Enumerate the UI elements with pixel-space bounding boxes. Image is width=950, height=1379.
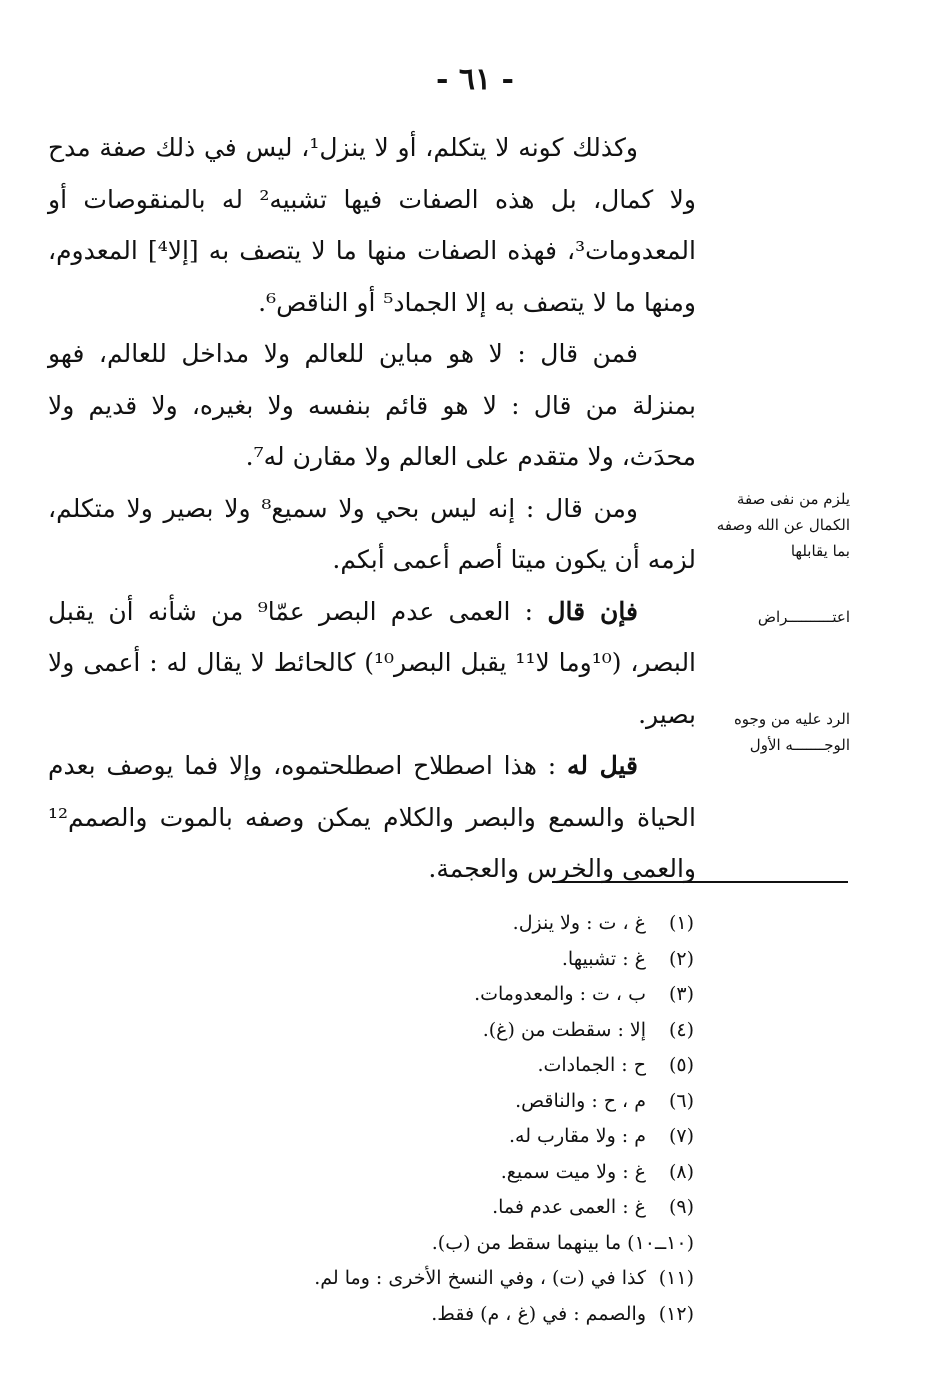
- reply-lead: قيل له: [566, 751, 639, 780]
- margin-note-3: الرد عليه من وجوه الوجـــــــه الأول: [733, 710, 850, 754]
- paragraph-2: فمن قال : لا هو مباين للعالم ولا مداخل للعالم، فهو بمنزلة من قال : لا هو قائم بنفسه ولا بغيره، ولا قديم ولا محدَث، ولا متقدم على العالم ولا مقارن له⁷.: [48, 339, 696, 471]
- footnote: [200, 942, 694, 978]
- footnote: [200, 906, 694, 942]
- footnote-text: كذا في (ت) ، وفي النسخ الأخرى : وما لم.: [314, 1267, 646, 1289]
- margin-note-1: يلزم من نفى صفة الكمال عن الله وصفه بما يقابلها: [716, 490, 850, 560]
- footnote-number: (١١): [658, 1267, 694, 1289]
- footnote-divider: [552, 881, 848, 883]
- footnote-text: غ : ولا ميت سميع.: [500, 1160, 646, 1183]
- footnote-number: (٧): [668, 1125, 694, 1147]
- main-text: [48, 122, 696, 895]
- footnote-text: م : ولا مقارب له.: [509, 1125, 646, 1147]
- footnote: [200, 1226, 694, 1262]
- footnote: [200, 977, 694, 1013]
- footnote-number: (١): [668, 912, 694, 934]
- footnote-number: (٣): [668, 983, 694, 1005]
- footnote: [200, 1048, 694, 1084]
- footnote-text: غ : العمى عدم فما.: [492, 1196, 646, 1218]
- objection-lead: فإن قال: [547, 596, 638, 626]
- footnote: [200, 1084, 694, 1120]
- footnote-number: (٤): [668, 1018, 694, 1041]
- page-number: - ٦١ -: [435, 62, 515, 97]
- footnote-number: (٥): [668, 1054, 694, 1076]
- footnote-number: (٩): [668, 1196, 694, 1218]
- footnote: [200, 1013, 694, 1049]
- paragraph-reply: [48, 740, 696, 895]
- paragraph-objection: [48, 586, 696, 741]
- footnote-number: (٨): [668, 1160, 694, 1183]
- footnote: [200, 1155, 694, 1191]
- margin-note-2: اعتــــــــــراض: [757, 608, 850, 626]
- footnote: [200, 1261, 694, 1297]
- footnote-text: (١٠ــ١٠) ما بينهما سقط من (ب).: [431, 1231, 694, 1254]
- footnote-text: والصمم : في (غ ، م) فقط.: [431, 1302, 646, 1325]
- objection-text: : العمى عدم البصر عمّا⁹ من شأنه أن يقبل البصر، (¹⁰وما لا¹¹ يقبل البصر¹⁰) كالحائط لا يقال له : أعمى ولا بصير.: [48, 596, 697, 729]
- footnote-text: ح : الجمادات.: [537, 1054, 646, 1076]
- footnote-number: (٢): [668, 947, 694, 970]
- footnote: [200, 1297, 694, 1333]
- footnote-number: (١٢): [658, 1302, 694, 1325]
- footnote-number: (٦): [668, 1089, 694, 1112]
- footnote-text: م ، ح : والناقص.: [515, 1089, 646, 1112]
- footnote-text: غ ، ت : ولا ينزل.: [512, 912, 646, 934]
- footnote-text: غ : تشبيها.: [561, 947, 646, 970]
- footnote: [200, 1190, 694, 1226]
- reply-text: : هذا اصطلاح اصطلحتموه، وإلا فما يوصف بعدم الحياة والسمع والبصر والكلام يمكن وصفه بالموت والصمم¹² والعمى والخرس والعجمة.: [48, 751, 696, 883]
- paragraph-1: وكذلك كونه لا يتكلم، أو لا ينزل¹، ليس في ذلك صفة مدح ولا كمال، بل هذه الصفات فيها تشبيه² له بالمنقوصات أو المعدومات³، فهذه الصفات منها ما لا يتصف به [إلا⁴] المعدوم، ومنها ما لا يتصف به إلا الجماد⁵ أو الناقص⁶.: [48, 133, 696, 317]
- footnote-text: إلا : سقطت من (غ).: [482, 1018, 646, 1041]
- footnote-text: ب ، ت : والمعدومات.: [474, 983, 646, 1005]
- footnote: [200, 1119, 694, 1155]
- footnotes-list: [200, 906, 694, 1332]
- paragraph-3: ومن قال : إنه ليس بحي ولا سميع⁸ ولا بصير ولا متكلم، لزمه أن يكون ميتا أصم أعمى أبكم.: [48, 493, 696, 574]
